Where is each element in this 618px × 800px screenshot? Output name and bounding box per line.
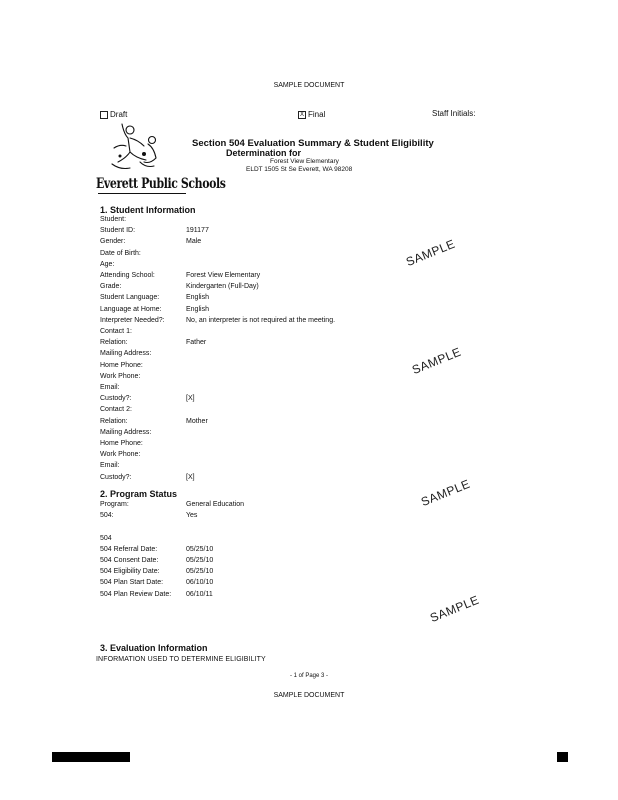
field-value: 05/25/10 xyxy=(186,545,214,553)
field-label: 504 xyxy=(100,534,112,542)
field-value: Yes xyxy=(186,512,198,520)
sample-document-header: SAMPLE DOCUMENT xyxy=(273,82,345,89)
field-label: Home Phone: xyxy=(100,440,143,447)
field-value: 06/10/10 xyxy=(186,579,214,587)
field-label: Contact 1: xyxy=(100,328,132,335)
field-value: Male xyxy=(186,238,202,246)
evaluation-subtitle: INFORMATION USED TO DETERMINE ELIGIBILITY xyxy=(96,656,266,663)
section-title: Evaluation Information xyxy=(110,643,208,653)
field-label: 504 Referral Date: xyxy=(100,545,158,553)
staff-initials-label: Staff Initials: xyxy=(432,109,476,118)
field-label: Work Phone: xyxy=(100,372,141,380)
section-title: Student Information xyxy=(110,205,196,215)
field-label: Email: xyxy=(100,462,120,470)
district-logo-icon xyxy=(100,118,170,174)
field-label: Contact 2: xyxy=(100,406,132,414)
field-value: 05/25/10 xyxy=(186,557,214,564)
district-logo-text: Everett Public Schools xyxy=(96,176,226,192)
field-value: No, an interpreter is not required at the meeting. xyxy=(186,316,336,324)
school-name: Forest View Elementary xyxy=(270,158,339,165)
field-label: Custody?: xyxy=(100,473,132,481)
section-number: 1. xyxy=(100,205,108,215)
field-value: General Education xyxy=(186,501,244,508)
field-value: Mother xyxy=(186,417,208,425)
final-checkbox[interactable]: X xyxy=(299,111,304,118)
final-checkbox-group xyxy=(298,110,325,119)
sample-watermark: SAMPLE xyxy=(404,236,458,269)
field-label: Relation: xyxy=(100,339,128,347)
field-value: [X] xyxy=(186,473,195,481)
field-label: Date of Birth: xyxy=(100,249,141,257)
sample-document-footer: SAMPLE DOCUMENT xyxy=(273,692,345,699)
final-label: Final xyxy=(308,110,326,119)
field-value: 05/25/10 xyxy=(186,568,214,576)
form-title: Section 504 Evaluation Summary & Student Eligibility xyxy=(192,138,434,149)
field-label: Student: xyxy=(100,216,127,223)
section-number: 2. xyxy=(100,489,108,499)
section-number: 3. xyxy=(100,643,108,653)
sample-watermark: SAMPLE xyxy=(419,476,473,509)
field-label: Home Phone: xyxy=(100,361,143,369)
page-number: - 1 of Page 3 - xyxy=(289,673,329,679)
field-label: Age: xyxy=(100,260,115,268)
field-label: Language at Home: xyxy=(100,305,162,313)
field-value: Forest View Elementary xyxy=(186,272,261,279)
field-label: Student Language: xyxy=(100,294,160,302)
logo-underline xyxy=(98,193,186,194)
field-label: Email: xyxy=(100,384,120,391)
corner-mark xyxy=(557,752,568,762)
field-label: Interpreter Needed?: xyxy=(100,316,165,324)
program-status-heading xyxy=(100,489,177,499)
sample-watermark: SAMPLE xyxy=(428,592,482,625)
field-label: Mailing Address: xyxy=(100,350,152,358)
section-title: Program Status xyxy=(110,489,178,499)
field-label: 504 Eligibility Date: xyxy=(100,568,160,576)
field-value: 191177 xyxy=(186,227,209,235)
field-label: 504 Plan Start Date: xyxy=(100,579,164,587)
field-label: Relation: xyxy=(100,417,128,425)
form-subtitle: Determination for xyxy=(226,148,302,158)
field-label: Grade: xyxy=(100,283,122,291)
field-value: Father xyxy=(186,339,207,347)
field-value: Kindergarten (Full-Day) xyxy=(186,283,259,291)
field-label: 504 Consent Date: xyxy=(100,557,159,564)
school-address: ELDT 1505 St Se Everett, WA 98208 xyxy=(246,166,353,173)
field-value: English xyxy=(186,305,209,313)
field-value: [X] xyxy=(186,395,195,403)
student-info-heading xyxy=(100,205,196,215)
field-label: Student ID: xyxy=(100,227,136,235)
field-label: Attending School: xyxy=(100,272,155,279)
draft-label: Draft xyxy=(110,110,128,119)
evaluation-info-heading xyxy=(100,643,208,653)
field-label: Gender: xyxy=(100,238,126,246)
field-label: Mailing Address: xyxy=(100,428,152,436)
field-label: Work Phone: xyxy=(100,451,141,459)
field-label: 504: xyxy=(100,512,114,520)
field-label: Custody?: xyxy=(100,395,132,403)
field-value: English xyxy=(186,294,209,302)
field-label: Program: xyxy=(100,501,129,508)
sample-watermark: SAMPLE xyxy=(410,344,464,377)
redaction-bar xyxy=(52,752,130,762)
field-value: 06/10/11 xyxy=(186,590,213,598)
field-label: 504 Plan Review Date: xyxy=(100,590,172,598)
